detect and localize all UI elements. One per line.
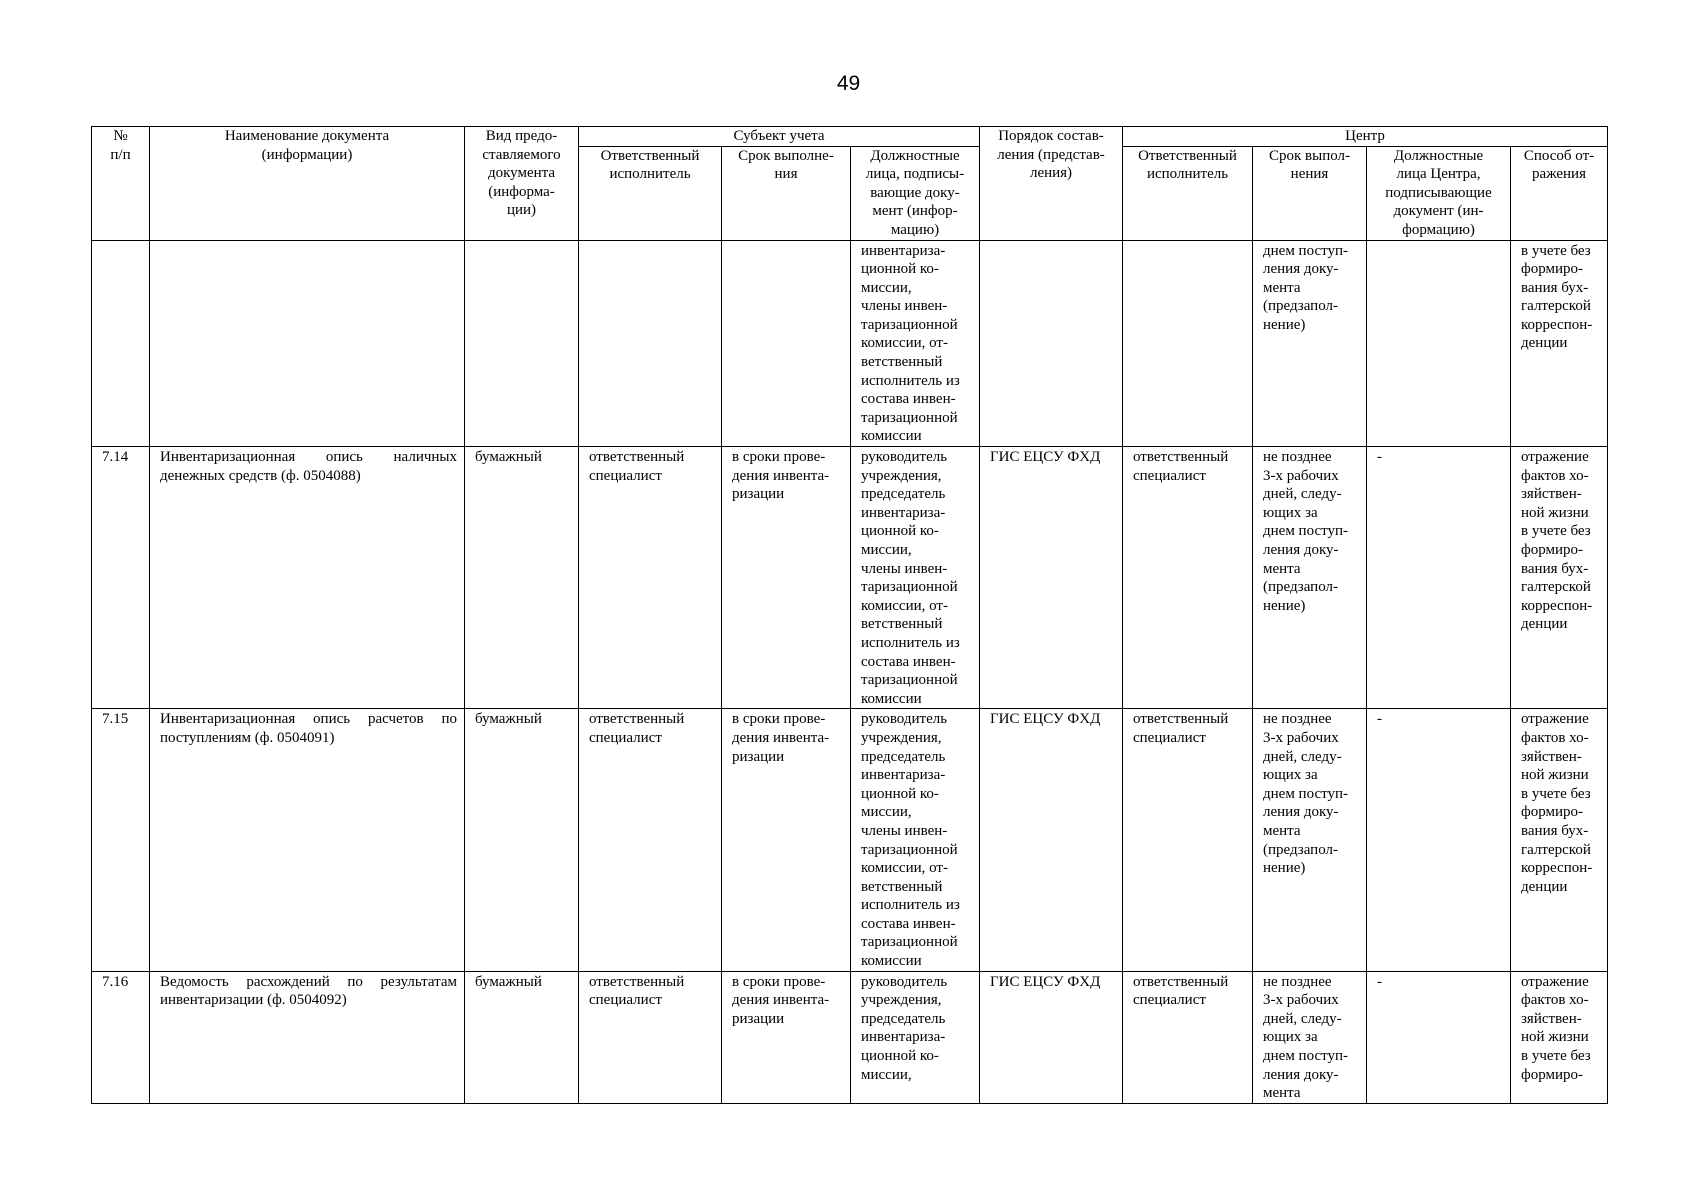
header-subject-group: Субъект учета xyxy=(579,127,980,147)
table-row xyxy=(92,709,1608,971)
cell-officials: инвентариза- ционной ко- миссии, члены инвен- таризационной комиссии, от- ветственный исполнитель из состава инвен- таризационной комиссии xyxy=(851,240,980,447)
cell-doc-name: Ведомость расхождений по результатам инвентаризации (ф. 0504092) xyxy=(150,971,465,1103)
cell-center-method: отражение фактов хо- зяйствен- ной жизни в учете без формиро- вания бух- галтерской корреспон- денции xyxy=(1511,447,1608,709)
cell-kind: бумажный xyxy=(465,447,579,709)
cell-term: в сроки прове- дения инвента- ризации xyxy=(722,447,851,709)
table-row xyxy=(92,240,1608,447)
cell-num: 7.14 xyxy=(92,447,150,709)
cell-center-term: не позднее 3-х рабочих дней, следу- ющих за днем поступ- ления доку- мента xyxy=(1253,971,1367,1103)
cell-center-method: отражение фактов хо- зяйствен- ной жизни в учете без формиро- вания бух- галтерской корреспон- денции xyxy=(1511,709,1608,971)
cell-num: 7.16 xyxy=(92,971,150,1103)
cell-center-method: отражение фактов хо- зяйствен- ной жизни в учете без формиро- xyxy=(1511,971,1608,1103)
header-num: № п/п xyxy=(92,127,150,241)
cell-order: ГИС ЕЦСУ ФХД xyxy=(980,447,1123,709)
cell-num xyxy=(92,240,150,447)
cell-center-term: не позднее 3-х рабочих дней, следу- ющих за днем поступ- ления доку- мента (предзапол- нение) xyxy=(1253,447,1367,709)
cell-kind: бумажный xyxy=(465,971,579,1103)
header-doc-name: Наименование документа (информации) xyxy=(150,127,465,241)
cell-responsible xyxy=(579,240,722,447)
header-center-responsible: Ответственный исполнитель xyxy=(1123,146,1253,240)
header-subject-responsible: Ответственный исполнитель xyxy=(579,146,722,240)
header-center-method: Способ от- ражения xyxy=(1511,146,1608,240)
table-row xyxy=(92,971,1608,1103)
cell-center-method: в учете без формиро- вания бух- галтерской корреспон- денции xyxy=(1511,240,1608,447)
cell-officials: руководитель учреждения, председатель инвентариза- ционной ко- миссии, члены инвен- таризационной комиссии, от- ветственный исполнитель из состава инвен- таризационной комиссии xyxy=(851,447,980,709)
cell-kind: бумажный xyxy=(465,709,579,971)
cell-center-officials: - xyxy=(1367,709,1511,971)
header-center-term: Срок выпол- нения xyxy=(1253,146,1367,240)
header-center-group: Центр xyxy=(1123,127,1608,147)
cell-center-officials: - xyxy=(1367,447,1511,709)
cell-num: 7.15 xyxy=(92,709,150,971)
page-number: 49 xyxy=(836,72,861,95)
header-subject-officials: Должностные лица, подписы- вающие доку- мент (инфор- мацию) xyxy=(851,146,980,240)
cell-center-term: не позднее 3-х рабочих дней, следу- ющих за днем поступ- ления доку- мента (предзапол- нение) xyxy=(1253,709,1367,971)
cell-responsible: ответственный специалист xyxy=(579,971,722,1103)
cell-term: в сроки прове- дения инвента- ризации xyxy=(722,709,851,971)
header-order: Порядок состав- ления (представ- ления) xyxy=(980,127,1123,241)
cell-doc-name: Инвентаризационная опись расчетов по поступлениям (ф. 0504091) xyxy=(150,709,465,971)
cell-center-term: днем поступ- ления доку- мента (предзапол- нение) xyxy=(1253,240,1367,447)
cell-officials: руководитель учреждения, председатель инвентариза- ционной ко- миссии, xyxy=(851,971,980,1103)
cell-order xyxy=(980,240,1123,447)
cell-responsible: ответственный специалист xyxy=(579,709,722,971)
cell-responsible: ответственный специалист xyxy=(579,447,722,709)
cell-doc-name xyxy=(150,240,465,447)
cell-officials: руководитель учреждения, председатель инвентариза- ционной ко- миссии, члены инвен- таризационной комиссии, от- ветственный исполнитель из состава инвен- таризационной комиссии xyxy=(851,709,980,971)
cell-center-responsible: ответственный специалист xyxy=(1123,447,1253,709)
cell-center-officials: - xyxy=(1367,971,1511,1103)
document-table xyxy=(91,126,1608,1104)
cell-center-responsible xyxy=(1123,240,1253,447)
header-center-officials: Должностные лица Центра, подписывающие документ (ин- формацию) xyxy=(1367,146,1511,240)
cell-center-responsible: ответственный специалист xyxy=(1123,709,1253,971)
cell-order: ГИС ЕЦСУ ФХД xyxy=(980,709,1123,971)
header-subject-term: Срок выполне- ния xyxy=(722,146,851,240)
table-header xyxy=(92,127,1608,241)
header-kind: Вид предо- ставляемого документа (информа- ции) xyxy=(465,127,579,241)
cell-center-responsible: ответственный специалист xyxy=(1123,971,1253,1103)
cell-doc-name: Инвентаризационная опись наличных денежных средств (ф. 0504088) xyxy=(150,447,465,709)
cell-order: ГИС ЕЦСУ ФХД xyxy=(980,971,1123,1103)
cell-kind xyxy=(465,240,579,447)
table-row xyxy=(92,447,1608,709)
cell-term xyxy=(722,240,851,447)
cell-center-officials xyxy=(1367,240,1511,447)
cell-term: в сроки прове- дения инвента- ризации xyxy=(722,971,851,1103)
